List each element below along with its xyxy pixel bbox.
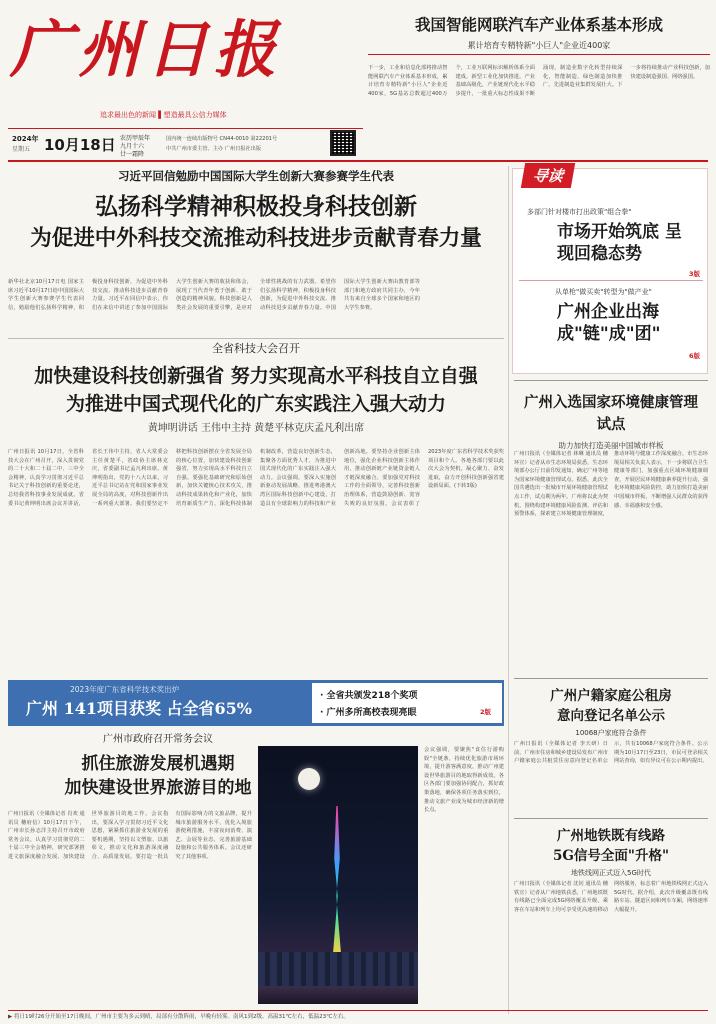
hukou-headline-1: 广州户籍家庭公租房 bbox=[550, 688, 672, 704]
conference-kicker: 全省科技大会召开 bbox=[212, 342, 300, 355]
guide-item-2-small[interactable]: 从单枪"做买卖"转型为"做产业" bbox=[555, 288, 652, 296]
conference-byline: 黄坤明讲话 王伟中主持 黄楚平林克庆孟凡利出席 bbox=[147, 423, 365, 434]
lead-story bbox=[8, 166, 504, 334]
top-story-subtitle: 累计培育专精特新"小巨人"企业近400家 bbox=[467, 41, 611, 50]
guide-item-1-page[interactable]: 3版 bbox=[689, 270, 701, 278]
lunar-month: 九月十六 bbox=[120, 143, 145, 150]
publisher-line-2: 中共广州市委主管、主办 广州日报社出版 bbox=[166, 146, 262, 152]
date-main: 10月18日 bbox=[44, 136, 116, 154]
metro-subtitle: 地铁线网正式迈入5G时代 bbox=[571, 869, 651, 877]
masthead-slogan: 追求最出色的新闻 ▌塑造最具公信力媒体 bbox=[100, 111, 227, 119]
top-story bbox=[368, 6, 710, 158]
lunar-year: 农历甲辰年 bbox=[120, 135, 151, 142]
canton-tower-night-photo bbox=[258, 746, 418, 1004]
tourism-kicker: 广州市政府召开常务会议 bbox=[103, 734, 213, 745]
lead-kicker: 习近平回信勉励中国国际大学生创新大赛参赛学生代表 bbox=[118, 169, 394, 183]
metro-headline-2: 5G信号全面"升格" bbox=[553, 848, 669, 864]
lead-headline-1: 弘扬科学精神积极投身科技创新 bbox=[95, 193, 417, 220]
hukou-body: 广州日报讯（全媒体记者 李天研）日前，广州市住房和城乡建设局发布广州市户籍家庭公共租赁住房意向登记名单公示，共有10068户家庭符合条件。公示期为10月17日至23日，市民可登录相关网站查询，如有异议可在公示期内提出。 bbox=[514, 741, 708, 765]
conference-headline-1: 加快建设科技创新强省 努力实现高水平科技自立自强 bbox=[34, 365, 478, 387]
tourism-headline-2: 加快建设世界旅游目的地 bbox=[64, 778, 252, 798]
metro-body: 广州日报讯（全媒体记者 沈钊 通讯员 穗铁宣）记者从广州地铁获悉，广州地铁既有线路已全面完成5G网络覆盖升级，乘客在车站和列车上均可享受更高速的移动网络服务，标志着广州地铁线网正式迈入5G时代。据介绍，此次升级覆盖既有线路车站、隧道区间和列车车厢，网络速率大幅提升。 bbox=[514, 881, 708, 913]
publisher-line-1: 国内统一连续出版物号 CN44-0010 第22201号 bbox=[166, 136, 278, 142]
health-headline: 广州入选国家环境健康管理试点 bbox=[524, 394, 698, 433]
tourism-body: 广州日报讯（全媒体记者 肖欢 通讯员 穗府信）10月17日下午，广州市长孙志洋主持召开市政府常务会议，认真学习贯彻党的二十届三中全会精神，研究部署推进文旅深度融合发展、加快建设世界旅游目的地工作。会议指出，要深入学习贯彻习近平文化思想，紧紧抓住旅游业发展的重要机遇期，坚持以文塑旅、以旅彰文，推动文化和旅游深度融合、高质量发展。要打造一批具有国际影响力的文旅品牌，提升城市旅游服务水平，优化入境旅游便利措施，丰富夜间消费、演艺、会展等业态，完善旅游基础设施和公共服务体系。会议还研究了其他事项。 bbox=[8, 811, 252, 860]
guide-title: 导读 bbox=[521, 163, 575, 188]
newspaper-logo: 广州日报 bbox=[10, 13, 283, 86]
tourism-headline-1: 抓住旅游发展机遇期 bbox=[81, 754, 235, 774]
award-banner[interactable] bbox=[8, 680, 504, 726]
guide-item-2-page[interactable]: 6版 bbox=[689, 352, 701, 360]
award-banner-small: 2023年度广东省科学技术奖出炉 bbox=[70, 685, 180, 694]
canton-tower-icon bbox=[330, 806, 344, 956]
date-year: 2024年 bbox=[12, 135, 39, 143]
conference-story bbox=[8, 340, 504, 676]
guide-item-2-title[interactable]: 广州企业出海 成"链"成"团" bbox=[557, 302, 661, 344]
conference-headline-2: 为推进中国式现代化的广东实践注入强大动力 bbox=[65, 393, 446, 415]
lead-headline-2: 为促进中外科技交流推动科技进步贡献青春力量 bbox=[30, 226, 482, 251]
metro-story bbox=[514, 822, 708, 1014]
tourism-body-2: 会议强调，要聚焦"食住行游购娱"全链条，持续优化旅游市场环境，提升游客满意度，推动广州建设世界旅游目的地取得新成效。各区各部门要加强协同配合，抓好政策落地，确保各项任务落实到位，推动文旅产业成为城市经济新的增长点。 bbox=[424, 747, 504, 814]
hukou-subtitle: 10068户家庭符合条件 bbox=[575, 729, 647, 737]
top-story-title: 我国智能网联汽车产业体系基本形成 bbox=[414, 15, 663, 34]
qr-code-icon bbox=[330, 130, 356, 156]
lunar-term: 廿一霜降 bbox=[120, 151, 145, 158]
date-week: 星期五 bbox=[12, 146, 31, 153]
moon-icon bbox=[298, 768, 320, 790]
footer-note: ▶ 将日19时26分开始至17日晚间，广州市主要为多云到晴，局部有分散阵雨，早晚有轻雾。南风1到2级。高温31℃左右，低温23℃左右。 bbox=[8, 1014, 349, 1020]
guide-box bbox=[512, 168, 708, 374]
lead-body: 新华社北京10月17日电 国家主席习近平10月17日给中国国际大学生创新大赛参赛学生代表回信，勉励他们弘扬科学精神，积极投身科技创新，为促进中外科技交流、推动科技进步贡献青春力量。习近平在回信中表示，你们在来信中讲述了参加中国国际大学生创新大赛的收获和体会，展现了当代青年勇于创新、敢于创造的精神风貌。科技创新是人类社会发展的重要引擎，是应对全球性挑战的有力武器。希望你们弘扬科学精神，积极投身科技创新，为促进中外科技交流、推动科技进步贡献青春力量。中国国际大学生创新大赛由教育部等部门和地方政府共同主办，今年共有来自全球多个国家和地区的大学生参赛。 bbox=[8, 279, 420, 311]
hukou-story bbox=[514, 682, 708, 814]
tourism-story bbox=[8, 732, 504, 1014]
award-banner-main: 广州 141项目获奖 占全省65% bbox=[26, 699, 253, 718]
award-banner-item-1: · 全省共颁发218个奖项 bbox=[320, 691, 418, 701]
guide-item-1-small[interactable]: 多部门针对楼市打出政策"组合拳" bbox=[527, 208, 632, 216]
conference-body: 广州日报讯 10月17日，全省科技大会在广州召开，深入贯彻党的二十大和二十届二中、三中全会精神，认真学习贯彻习近平总书记关于科技创新的重要论述，总结我省科技事业发展成就。省委书记黄坤明出席会议并讲话，省长王伟中主持，省人大常委会主任黄楚平，省政协主席林克庆，省委副书记孟凡利出席。黄坤明指出，党的十八大以来，习近平总书记站在党和国家事业发展全局的高度，对科技创新作出一系列重大部署。我们要坚定不移把科技创新摆在全省发展全局的核心位置，加快建设科技创新强省，努力实现高水平科技自立自强。要强化基础研究和原始创新，加快关键核心技术攻关，推动科技成果转化和产业化，加快培育新质生产力，深化科技体制机制改革，营造良好创新生态，集聚各方面优秀人才，为推进中国式现代化的广东实践注入强大动力。会议强调，要深入实施创新驱动发展战略，推进粤港澳大湾区国际科技创新中心建设，打造具有全球影响力的科技和产业创新高地。要坚持企业创新主体地位，强化企业科技创新主体作用，推动创新链产业链资金链人才链深度融合。要加强党对科技工作的全面领导，完善科技创新治理体系，营造鼓励创新、宽容失败的良好氛围。会议表彰了2023年度广东省科学技术奖获奖项目和个人。各地各部门要以此次大会为契机，凝心聚力、奋发进取，奋力开创科技创新强省建设新局面。(下转3版) bbox=[8, 449, 504, 507]
award-banner-page: 2版 bbox=[480, 708, 492, 716]
top-story-body: 下一步，工业和信息化部将推动智能网联汽车产业体系基本形成，累计培育专精特新"小巨人"企业近400家，5G基站总数超过400万个，工业互联网标识解析体系全面建成，新型工业化加快推进。产业基础高级化，产业链现代化水平稳步提升，一批重大标志性成果不断涌现。制造业数字化转型持续深化，智能制造、绿色制造加快推广，先进制造业集群发展壮大。下一步将持续推动产业科技创新，加快建设制造强国、网络强国。 bbox=[368, 65, 710, 97]
health-body: 广州日报讯（全媒体记者 林琳 通讯员 穗环宣）记者从市生态环境局获悉，生态环境部办公厅日前印发通知，确定广州等地为国家环境健康管理试点。据悉，此次全国共遴选出一批城市开展环境健康管理试点工作，试点期为两年。广州将以此为契机，围绕构建环境健康风险监测、评估和预警体系，探索建立环境健康管理制度，推动环境与健康工作深度融合。市生态环境局相关负责人表示，下一步将联合卫生健康等部门，加强重点区域环境健康调查，开展居民环境健康素养提升行动，强化环境健康风险防控，助力加快打造美丽中国城市样板，不断增强人民群众的获得感、幸福感和安全感。 bbox=[514, 451, 708, 518]
health-story bbox=[514, 386, 708, 674]
guide-item-1-title[interactable]: 市场开始筑底 呈现回稳态势 bbox=[557, 222, 682, 264]
health-subtitle: 助力加快打造美丽中国城市样板 bbox=[558, 441, 664, 450]
date-bar bbox=[8, 128, 363, 160]
hukou-headline-2: 意向登记名单公示 bbox=[557, 708, 665, 724]
award-banner-item-2: · 广州多所高校表现亮眼 bbox=[320, 708, 417, 718]
metro-headline-1: 广州地铁既有线路 bbox=[557, 828, 665, 844]
